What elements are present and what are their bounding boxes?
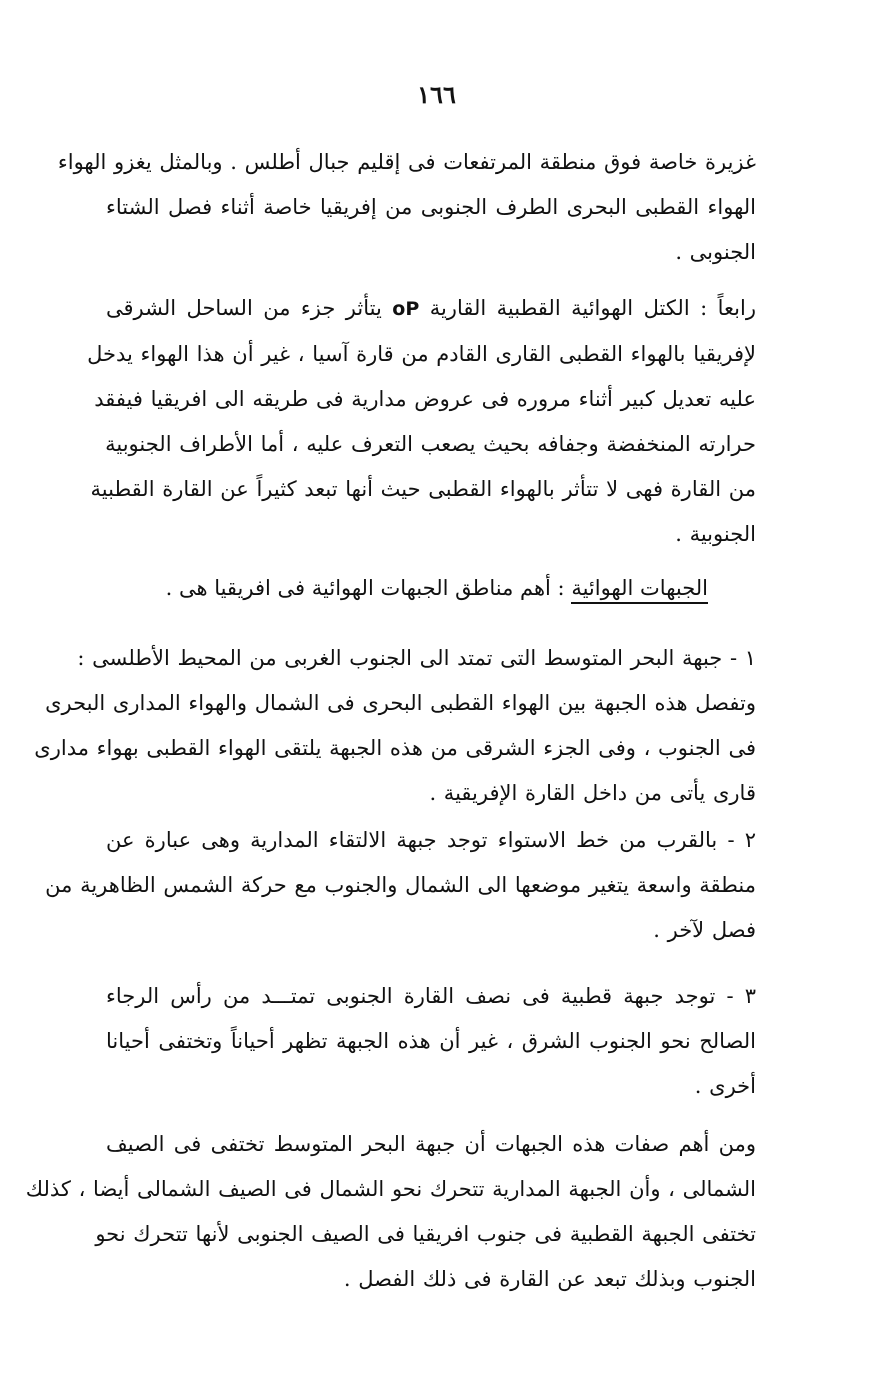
paragraph-line: من القارة فهى لا تتأثر بالهواء القطبى حيث أنها تبعد كثيراً عن القارة القطبية: [90, 477, 756, 501]
paragraph-line: قارى يأتى من داخل القارة الإفريقية .: [429, 781, 756, 805]
page-number: ١٦٦: [417, 80, 456, 109]
paragraph-line: لإفريقيا بالهواء القطبى القارى القادم من قارة آسيا ، غير أن هذا الهواء يدخل: [87, 342, 756, 366]
heading-label: الجبهات الهوائية: [571, 576, 708, 604]
paragraph-2: [87, 286, 756, 557]
paragraph-line: ٢ - بالقرب من خط الاستواء توجد جبهة الالتقاء المدارية وهى عبارة عن: [106, 828, 756, 852]
paragraph-line: الهواء القطبى البحرى الطرف الجنوبى من إفريقيا خاصة أثناء فصل الشتاء: [106, 195, 756, 219]
paragraph-6: [25, 1122, 756, 1302]
paragraph-4: [45, 818, 756, 953]
paragraph-line: الجنوبية .: [675, 522, 756, 546]
paragraph-line: فصل لآخر .: [653, 918, 756, 942]
paragraph-line: ٣ - توجد جبهة قطبية فى نصف القارة الجنوبى تمتـــد من رأس الرجاء: [106, 984, 756, 1008]
paragraph-line: فى الجنوب ، وفى الجزء الشرقى من هذه الجبهة يلتقى الهواء القطبى بهواء مدارى: [34, 736, 756, 760]
paragraph-line: حرارته المنخفضة وجفافه بحيث يصعب التعرف عليه ، أما الأطراف الجنوبية: [105, 432, 756, 456]
heading-text: : أهم مناطق الجبهات الهوائية فى افريقيا هى .: [165, 576, 572, 600]
air-mass-code: oP: [392, 298, 420, 320]
paragraph-line: الصالح نحو الجنوب الشرق ، غير أن هذه الجبهة تظهر أحياناً وتختفى أحيانا: [106, 1029, 756, 1053]
paragraph-line-with-code: [106, 286, 756, 332]
paragraph-line: الشمالى ، وأن الجبهة المدارية تتحرك نحو الشمال فى الصيف الشمالى أيضا ، كذلك: [25, 1177, 756, 1201]
paragraph-line: ١ - جبهة البحر المتوسط التى تمتد الى الجنوب الغربى من المحيط الأطلسى :: [77, 646, 756, 670]
paragraph-line: الجنوب وبذلك تبعد عن القارة فى ذلك الفصل .: [343, 1267, 756, 1291]
line-part: رابعاً : الكتل الهوائية القطبية القارية: [429, 296, 756, 320]
paragraph-1: [57, 140, 756, 275]
paragraph-line: أخرى .: [694, 1074, 756, 1098]
section-heading: [106, 566, 708, 611]
paragraph-line: الجنوبى .: [675, 240, 756, 264]
paragraph-5: [106, 974, 756, 1109]
paragraph-line: عليه تعديل كبير أثناء مروره فى عروض مدارية فى طريقه الى افريقيا فيفقد: [94, 387, 756, 411]
paragraph-line: ومن أهم صفات هذه الجبهات أن جبهة البحر المتوسط تختفى فى الصيف: [106, 1132, 756, 1156]
paragraph-line: وتفصل هذه الجبهة بين الهواء القطبى البحرى فى الشمال والهواء المدارى البحرى: [45, 691, 756, 715]
paragraph-line: تختفى الجبهة القطبية فى جنوب افريقيا فى الصيف الجنوبى لأنها تتحرك نحو: [95, 1222, 756, 1246]
paragraph-3: [34, 636, 756, 816]
paragraph-line: منطقة واسعة يتغير موضعها الى الشمال والجنوب مع حركة الشمس الظاهرية من: [45, 873, 756, 897]
paragraph-line: غزيرة خاصة فوق منطقة المرتفعات فى إقليم جبال أطلس . وبالمثل يغزو الهواء: [57, 150, 756, 174]
line-part: يتأثر جزء من الساحل الشرقى: [106, 296, 382, 320]
